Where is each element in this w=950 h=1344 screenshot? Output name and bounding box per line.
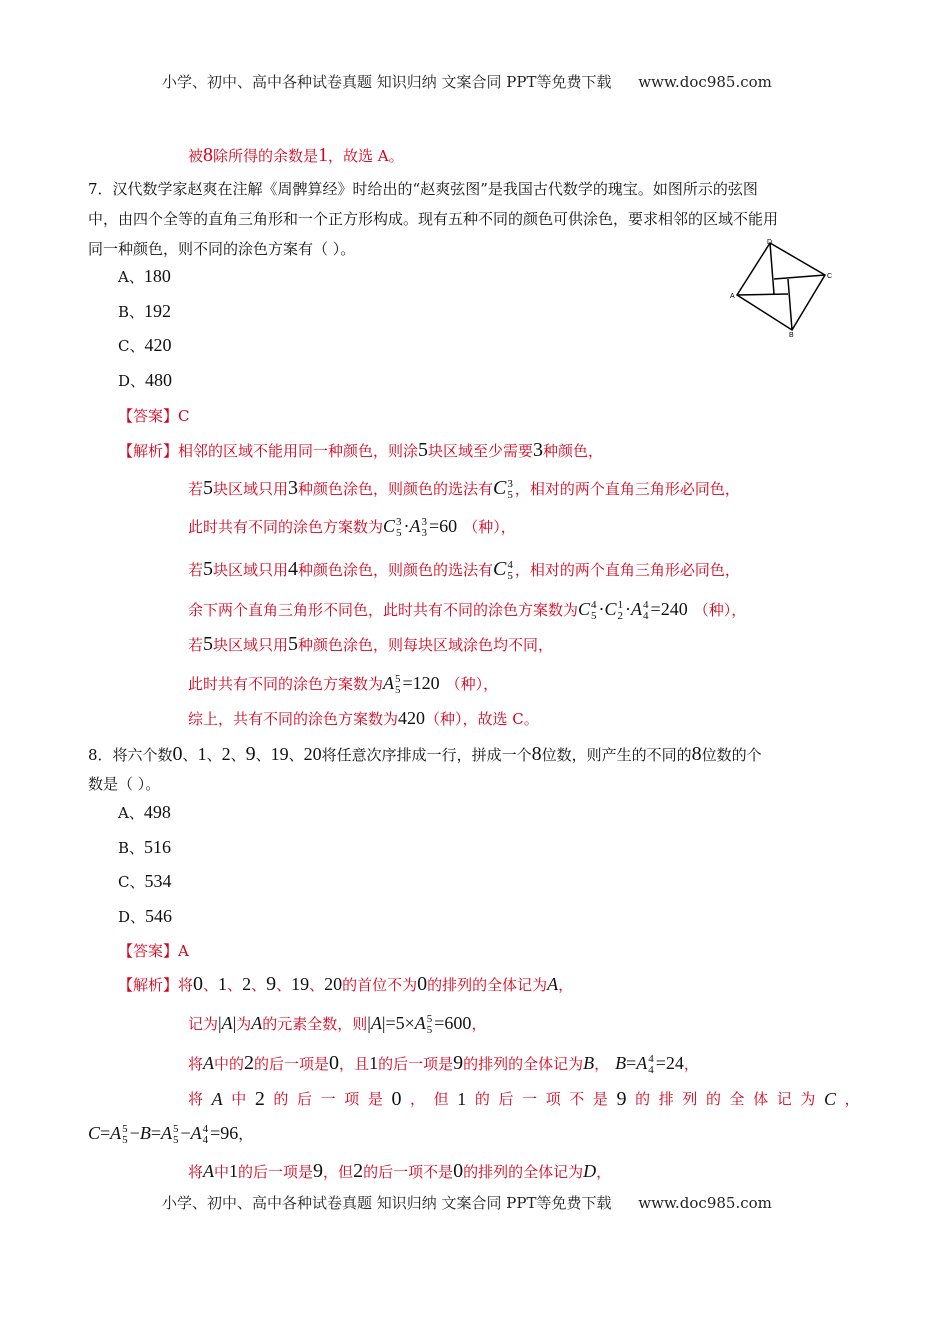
q8-option-b: B、516 bbox=[118, 837, 172, 857]
q8-option-c: C、534 bbox=[118, 871, 172, 891]
vertex-label-a: A bbox=[730, 293, 735, 300]
q8-analysis-line-2: 记为|A|为A的元素全数，则|A|=5×A 5 5 =600， bbox=[188, 1012, 487, 1036]
q7-analysis-line-6: 若5块区域只用5种颜色涂色，则每块区域涂色均不同， bbox=[188, 633, 554, 655]
footer-url: www.doc985.com bbox=[638, 1194, 772, 1212]
footer-text: 小学、初中、高中各种试卷真题 知识归纳 文案合同 PPT等免费下载 bbox=[162, 1194, 612, 1212]
q8-stem-line-2: 数是（ ）。 bbox=[88, 775, 161, 793]
header-url: www.doc985.com bbox=[638, 73, 772, 91]
chord-a bbox=[737, 294, 788, 295]
abs-a: |A| bbox=[218, 1013, 237, 1033]
q8-answer: 【答案】A bbox=[118, 942, 189, 960]
chord-c bbox=[774, 275, 825, 279]
q7-stem-line-3: 同一种颜色，则不同的涂色方案有（ ）。 bbox=[88, 240, 356, 258]
formula-a55: A 5 5 bbox=[383, 672, 401, 696]
q8-analysis-line-1: 【解析】将0、1、2、9、19、20的首位不为0的排列的全体记为A， bbox=[118, 973, 574, 995]
q8-analysis-line-4: 将 A 中 2 的 后 一 项 是 0 ， 但 1 的 后 一 项 不 是 9 的 排 列 的 全 体 记 为 C ， bbox=[188, 1088, 860, 1110]
q7-analysis-line-3: 此时共有不同的涂色方案数为C 3 5 ·A 3 3 =60 （种）， bbox=[188, 515, 516, 539]
formula-c: C=A 5 5 −B=A 5 5 −A 4 4 bbox=[88, 1122, 209, 1146]
q7-stem-line-1: 7．汉代数学家赵爽在注解《周髀算经》时给出的“赵爽弦图”是我国古代数学的瑰宝。如图所示的弦图 bbox=[88, 180, 758, 198]
chord-d bbox=[770, 243, 774, 294]
q7-analysis-line-7: 此时共有不同的涂色方案数为A 5 5 =120 （种）， bbox=[188, 672, 499, 696]
q7-stem-line-2: 中，由四个全等的直角三角形和一个正方形构成。现有五种不同的颜色可供涂色，要求相邻的区域不能用 bbox=[88, 210, 779, 228]
page-header bbox=[162, 71, 772, 92]
q8-stem-line-1: 8．将六个数0、1、2、9、19、20将任意次序排成一行，拼成一个8位数，则产生的不同的8位数的个 bbox=[88, 743, 762, 765]
zhao-shuang-chord-diagram bbox=[730, 238, 840, 342]
combination-c5-3: C 3 5 bbox=[493, 477, 513, 501]
combination-c5-4: C 4 5 bbox=[493, 558, 513, 582]
page-footer bbox=[162, 1192, 772, 1213]
formula-abs-a: |A|=5×A 5 5 bbox=[367, 1012, 433, 1036]
q7-analysis-line-5: 余下两个直角三角形不同色，此时共有不同的涂色方案数为C 4 5 ·C 1 2 ·A 4 4 =240 （种）， bbox=[188, 598, 747, 622]
q7-option-b: B、192 bbox=[118, 301, 172, 321]
q8-analysis-line-5: C=A 5 5 −B=A 5 5 −A 4 4 =96， bbox=[88, 1122, 254, 1146]
q7-analysis-line-8: 综上，共有不同的涂色方案数为420（种），故选 C。 bbox=[188, 708, 539, 728]
q7-option-d: D、480 bbox=[118, 370, 173, 390]
q8-option-a: A、498 bbox=[118, 802, 171, 822]
q7-option-a: A、180 bbox=[118, 266, 171, 286]
vertex-label-c: C bbox=[827, 273, 833, 280]
q7-analysis-line-1: 【解析】相邻的区域不能用同一种颜色，则涂5块区域至少需要3种颜色， bbox=[118, 439, 604, 461]
vertex-label-d: D bbox=[767, 239, 773, 246]
chord-b bbox=[788, 279, 792, 330]
q8-analysis-line-3: 将A中的2的后一项是0，且1的后一项是9的排列的全体记为B， B=A 4 4 =24， bbox=[188, 1052, 699, 1076]
header-text: 小学、初中、高中各种试卷真题 知识归纳 文案合同 PPT等免费下载 bbox=[162, 73, 612, 91]
formula-c54-c21-a44: C 4 5 ·C 1 2 ·A 4 4 bbox=[578, 598, 649, 622]
outer-square bbox=[737, 243, 825, 330]
q7-analysis-line-2: 若5块区域只用3种颜色涂色，则颜色的选法有C 3 5 ，相对的两个直角三角形必同色， bbox=[188, 477, 740, 501]
q7-option-c: C、420 bbox=[118, 335, 172, 355]
q7-analysis-line-4: 若5块区域只用4种颜色涂色，则颜色的选法有C 4 5 ，相对的两个直角三角形必同色， bbox=[188, 558, 740, 582]
formula-c53-a33: C 3 5 ·A 3 3 bbox=[383, 515, 428, 539]
q8-analysis-line-6: 将A中1的后一项是9，但2的后一项不是0的排列的全体记为D， bbox=[188, 1160, 612, 1182]
q8-option-d: D、546 bbox=[118, 906, 173, 926]
q7-answer: 【答案】C bbox=[118, 407, 190, 425]
prev-answer-line: 被8除所得的余数是1，故选 A。 bbox=[188, 144, 404, 166]
formula-b: B=A 4 4 bbox=[615, 1052, 654, 1076]
vertex-label-b: B bbox=[789, 332, 794, 339]
